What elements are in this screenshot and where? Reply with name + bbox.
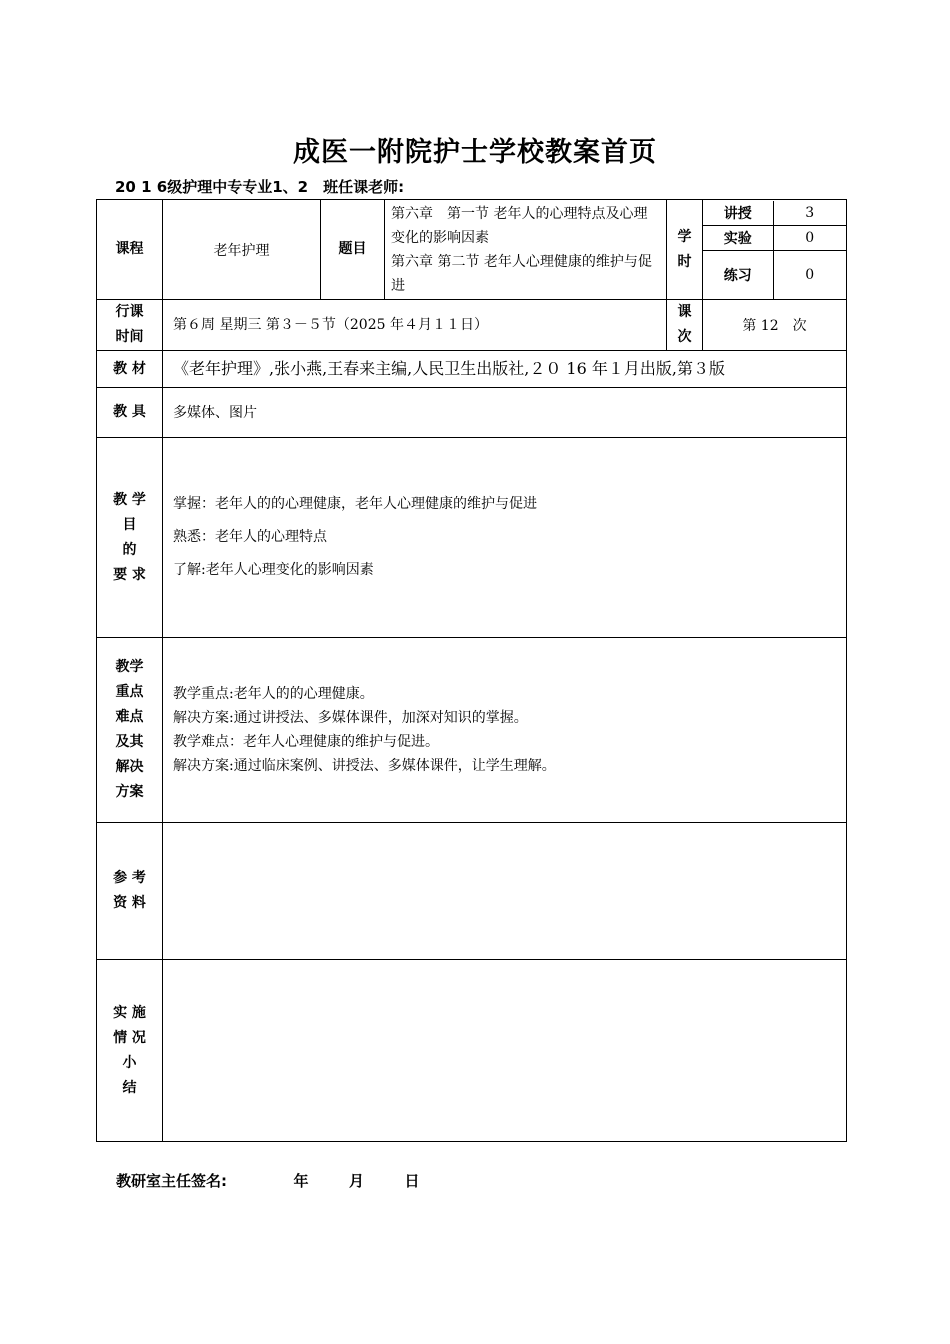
schedule-row (97, 300, 847, 351)
summary-label-line: 结 (122, 1079, 137, 1096)
references-content (163, 823, 847, 960)
key-points-label (97, 638, 163, 823)
signature-day: 日 (404, 1172, 420, 1190)
schedule-value: 第６周 星期三 第３－５节（2025 年４月１１日） (163, 300, 667, 351)
objectives-label-line: 的 (122, 541, 137, 558)
session-label-char: 次 (677, 329, 692, 345)
key-point-item: 教学重点:老年人的的心理健康。 (173, 686, 374, 702)
hours-breakdown (703, 200, 847, 300)
objective-item: 熟悉：老年人的心理特点 (173, 529, 327, 545)
tools-row (97, 388, 847, 438)
key-point-item: 解决方案:通过讲授法、多媒体课件，加深对知识的掌握。 (173, 710, 528, 726)
hours-type-value: 0 (805, 266, 815, 283)
hours-type-value: 0 (773, 226, 846, 251)
hours-label (667, 200, 703, 300)
textbook-value: 《老年护理》,张小燕,王春来主编,人民卫生出版社,２０ 16 年１月出版,第３版 (163, 351, 847, 388)
summary-label-line: 情 况 (113, 1029, 146, 1046)
hours-type-label: 讲授 (703, 201, 773, 226)
lesson-plan-table (96, 199, 847, 1142)
tools-value: 多媒体、图片 (163, 388, 847, 438)
hours-label-char: 学 (677, 228, 692, 245)
signature-label: 教研室主任签名: (116, 1172, 227, 1190)
key-points-label-line: 方案 (115, 784, 144, 800)
topic-cell (385, 200, 667, 300)
course-value: 老年护理 (163, 200, 321, 300)
key-points-row (97, 638, 847, 823)
summary-label-line: 小 (122, 1054, 137, 1071)
summary-label-line: 实 施 (113, 1004, 146, 1021)
objective-item: 掌握：老年人的的心理健康，老年人心理健康的维护与促进 (173, 496, 537, 512)
key-points-label-line: 重点 (115, 684, 144, 700)
hours-table (703, 201, 846, 299)
objective-item: 了解:老年人心理变化的影响因素 (173, 562, 374, 578)
key-point-item: 解决方案:通过临床案例、讲授法、多媒体课件，让学生理解。 (173, 758, 556, 774)
schedule-label (97, 300, 163, 351)
hours-label-char: 时 (677, 253, 692, 270)
signature-line (116, 1170, 419, 1191)
objectives-label-line: 要 求 (113, 566, 146, 583)
hours-type-label: 练习 (703, 251, 773, 299)
summary-content (163, 960, 847, 1142)
textbook-label: 教 材 (97, 351, 163, 388)
objectives-content (163, 438, 847, 638)
session-label-char: 课 (677, 304, 692, 320)
key-points-content (163, 638, 847, 823)
course-label: 课程 (97, 200, 163, 300)
class-teacher-line: 20 1 6级护理中专专业1、2 班任课老师: (115, 178, 405, 196)
page-title: 成医一附院护士学校教案首页 (293, 137, 657, 168)
summary-row (97, 960, 847, 1142)
signature-year: 年 (293, 1172, 309, 1190)
schedule-label-line: 行课 (115, 304, 144, 320)
tools-label: 教 具 (97, 388, 163, 438)
objectives-row (97, 438, 847, 638)
hours-type-value: 3 (773, 201, 846, 226)
objectives-label (97, 438, 163, 638)
key-points-label-line: 教学 (115, 659, 144, 675)
key-points-label-line: 及其 (115, 734, 144, 750)
hours-type-label: 实验 (703, 226, 773, 251)
summary-label (97, 960, 163, 1142)
references-label-line: 参 考 (113, 870, 146, 886)
course-row (97, 200, 847, 300)
key-points-label-line: 难点 (115, 709, 144, 725)
textbook-row (97, 351, 847, 388)
signature-month: 月 (348, 1172, 364, 1190)
topic-line: 第六章 第二节 老年人心理健康的维护与促进 (391, 253, 652, 294)
session-count: 第 12 次 (703, 300, 847, 351)
key-points-label-line: 解决 (115, 759, 144, 775)
references-row (97, 823, 847, 960)
topic-label: 题目 (321, 200, 385, 300)
key-point-item: 教学难点：老年人心理健康的维护与促进。 (173, 734, 439, 750)
references-label (97, 823, 163, 960)
objectives-label-line: 目 (122, 516, 137, 533)
objectives-label-line: 教 学 (113, 491, 146, 508)
topic-line: 第六章 第一节 老年人的心理特点及心理变化的影响因素 (391, 205, 648, 246)
session-label (667, 300, 703, 351)
schedule-label-line: 时间 (115, 329, 144, 345)
references-label-line: 资 料 (113, 895, 146, 911)
